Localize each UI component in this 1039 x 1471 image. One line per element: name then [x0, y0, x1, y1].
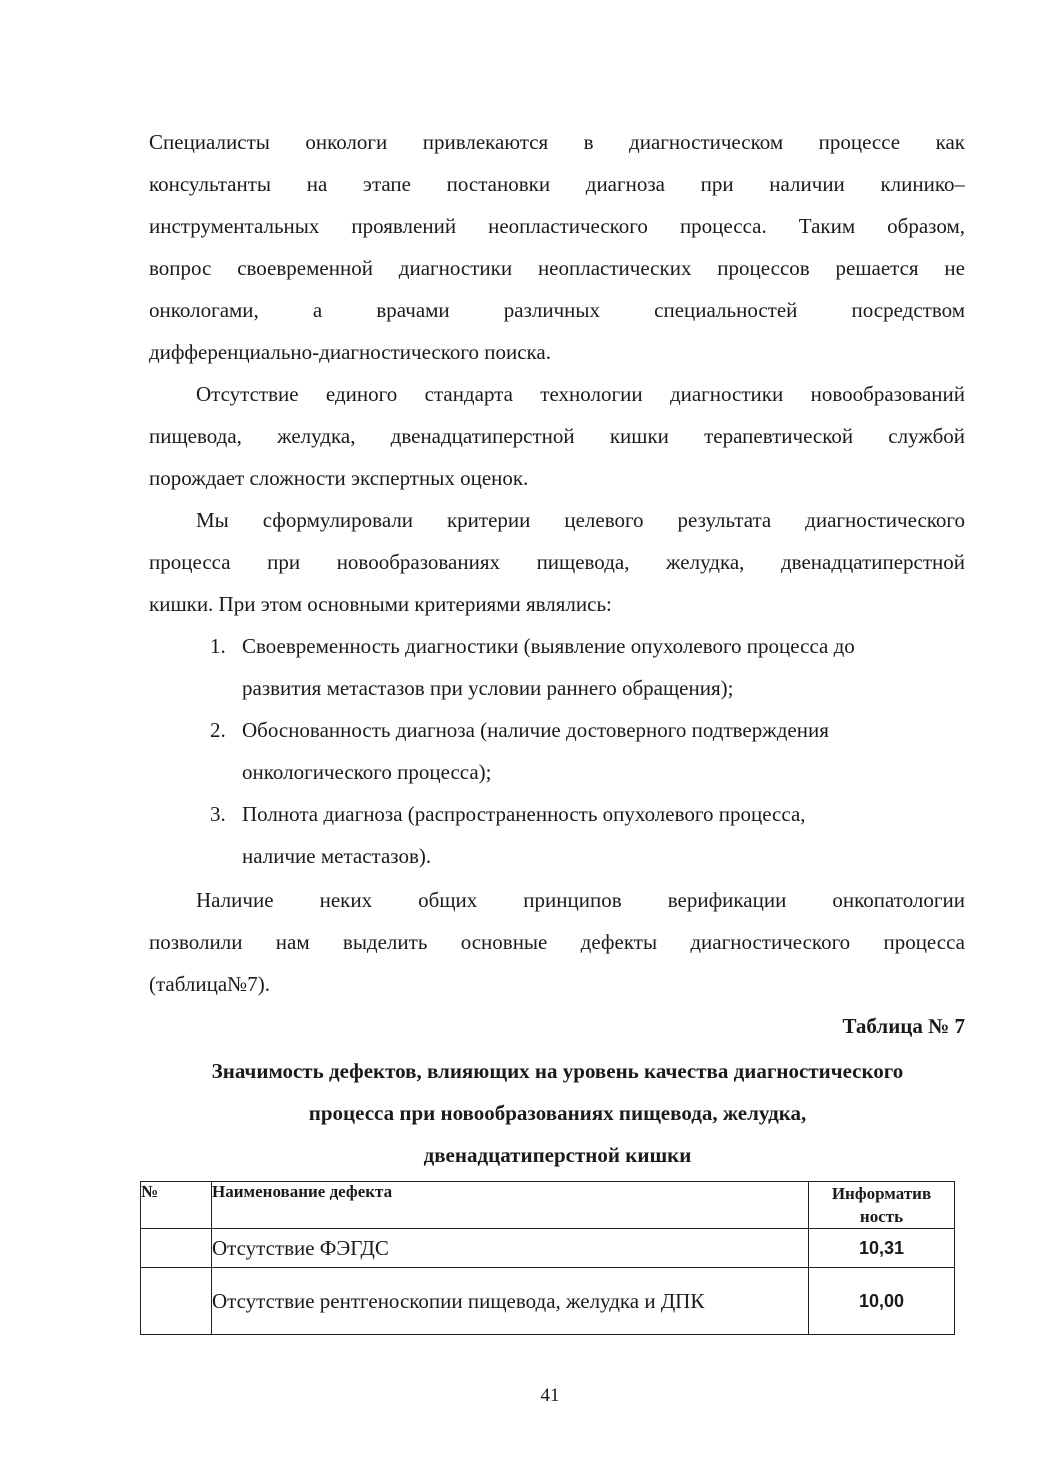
table-title-line: двенадцатиперстной кишки [423, 1143, 692, 1167]
table-title-line: Значимость дефектов, влияющих на уровень качества диагностического [211, 1059, 904, 1083]
table-title-line: процесса при новообразованиях пищевода, желудка, [308, 1101, 807, 1125]
criteria-list [149, 625, 965, 877]
paragraph-2 [149, 373, 965, 499]
paragraph-line: Отсутствие единого стандарта технологии диагностики новообразований [196, 382, 965, 406]
table-row [141, 1268, 955, 1335]
criteria-number: 2. [210, 718, 226, 742]
paragraph-line: Мы сформулировали критерии целевого результата диагностического [196, 508, 965, 532]
header-informativeness-part: ность [859, 1207, 904, 1226]
criteria-line: онкологического процесса); [242, 760, 492, 784]
table-row [141, 1229, 955, 1268]
paragraph-3 [149, 499, 965, 625]
row-defect-name: Отсутствие ФЭГДС [212, 1229, 809, 1268]
criteria-line: наличие метастазов). [242, 844, 432, 868]
row-number [141, 1268, 212, 1335]
paragraph-line: онкологами, а врачами различных специальностей посредством [149, 298, 965, 322]
header-defect-name: Наименование дефекта [212, 1182, 809, 1229]
header-informativeness-part: Информатив [831, 1184, 932, 1203]
paragraph-line: инструментальных проявлений неопластического процесса. Таким образом, [149, 214, 965, 238]
paragraph-line: пищевода, желудка, двенадцатиперстной кишки терапевтической службой [149, 424, 965, 448]
paragraph-line: Специалисты онкологи привлекаются в диагностическом процессе как [149, 130, 965, 154]
paragraph-1 [149, 121, 965, 373]
criteria-item [149, 709, 965, 793]
row-value: 10,31 [809, 1229, 955, 1268]
criteria-item [149, 625, 965, 709]
row-value: 10,00 [809, 1268, 955, 1335]
criteria-line: Своевременность диагностики (выявление опухолевого процесса до [242, 634, 855, 658]
criteria-number: 1. [210, 634, 226, 658]
paragraph-line: процесса при новообразованиях пищевода, желудка, двенадцатиперстной [149, 550, 965, 574]
paragraph-line: вопрос своевременной диагностики неопластических процессов решается не [149, 256, 965, 280]
criteria-line: Полнота диагноза (распространенность опухолевого процесса, [242, 802, 806, 826]
criteria-number: 3. [210, 802, 226, 826]
criteria-item [149, 793, 965, 877]
paragraph-line: порождает сложности экспертных оценок. [149, 466, 529, 490]
paragraph-line: (таблица№7). [149, 972, 270, 996]
table-caption: Таблица № 7 [842, 1014, 965, 1038]
criteria-line: развития метастазов при условии раннего обращения); [242, 676, 734, 700]
paragraph-line: консультанты на этапе постановки диагноза при наличии клинико– [149, 172, 965, 196]
row-number [141, 1229, 212, 1268]
table-title [140, 1050, 975, 1176]
criteria-line: Обоснованность диагноза (наличие достоверного подтверждения [242, 718, 829, 742]
paragraph-4 [149, 879, 965, 1005]
header-informativeness [809, 1182, 955, 1229]
paragraph-line: позволили нам выделить основные дефекты диагностического процесса [149, 930, 965, 954]
defects-table [140, 1181, 955, 1335]
paragraph-line: Наличие неких общих принципов верификации онкопатологии [196, 888, 965, 912]
page-number: 41 [540, 1385, 560, 1406]
row-defect-name: Отсутствие рентгеноскопии пищевода, желудка и ДПК [212, 1268, 809, 1335]
header-number: № [141, 1182, 212, 1229]
paragraph-line: кишки. При этом основными критериями являлись: [149, 592, 612, 616]
paragraph-line: дифференциально-диагностического поиска. [149, 340, 551, 364]
table-header-row [141, 1182, 955, 1229]
